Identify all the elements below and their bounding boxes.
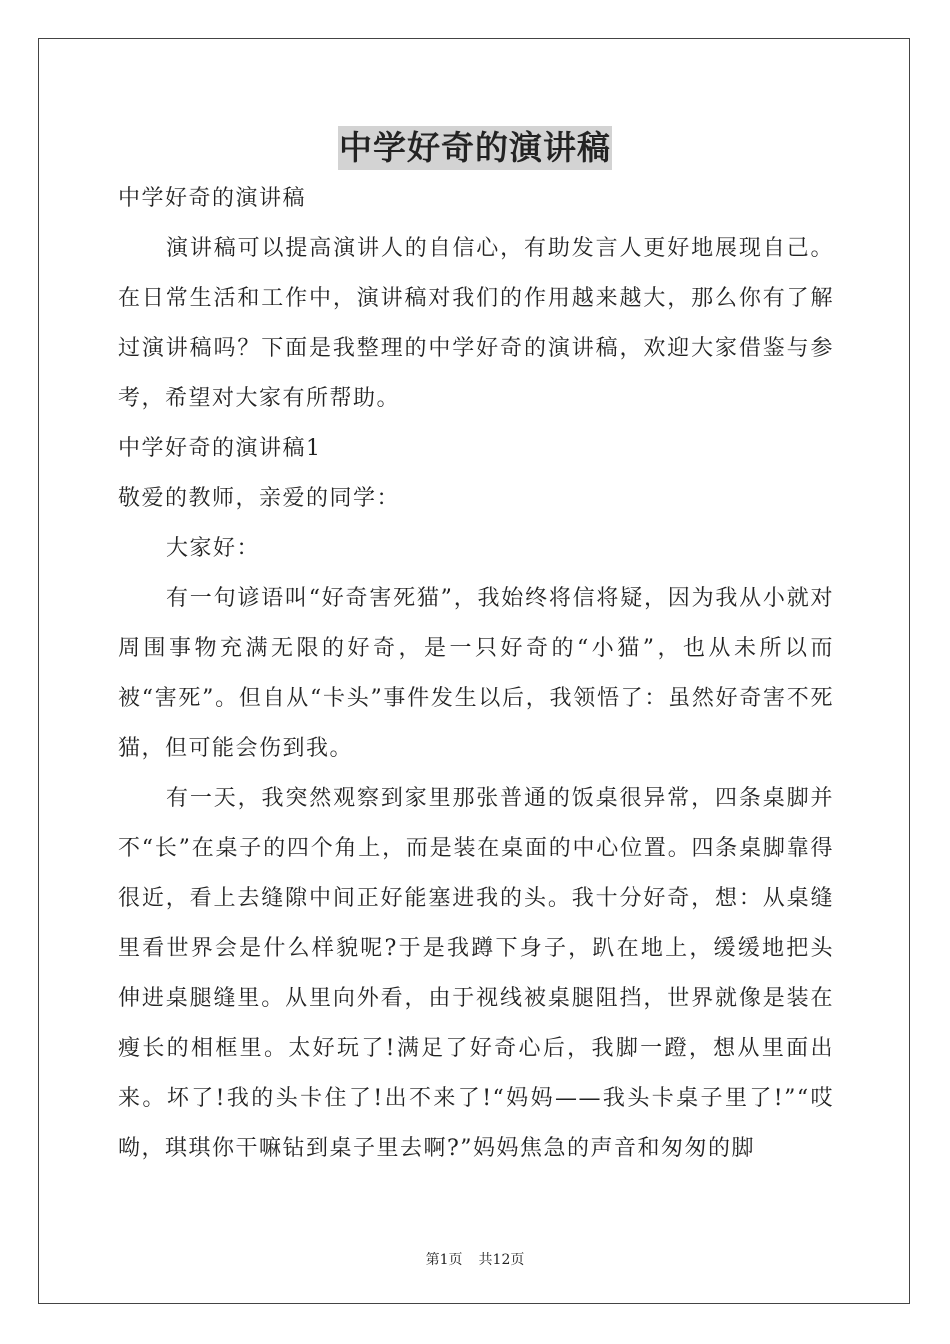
- salutation-paragraph: 敬爱的教师，亲爱的同学：: [118, 486, 401, 511]
- body-paragraph: 有一天，我突然观察到家里那张普通的饭桌很异常，四条桌脚并不“长”在桌子的四个角上，而是装在桌面的中心位置。四条桌脚靠得很近，看上去缝隙中间正好能塞进我的头。我十分好奇，想：从桌缝里看世界会是什么样貌呢?于是我蹲下身子，趴在地上，缓缓地把头伸进桌腿缝里。从里向外看，由于视线被桌腿阻挡，世界就像是装在瘦长的相框里。太好玩了!满足了好奇心后，我脚一蹬，想从里面出来。坏了!我的头卡住了!出不来了!“妈妈——我头卡桌子里了!”“哎呦，琪琪你干嘛钻到桌子里去啊?”妈妈焦急的声音和匆匆的脚: [118, 786, 834, 1161]
- document-title-container: [0, 126, 950, 170]
- intro-paragraph: 演讲稿可以提高演讲人的自信心，有助发言人更好地展现自己。在日常生活和工作中，演讲稿对我们的作用越来越大，那么你有了解过演讲稿吗？下面是我整理的中学好奇的演讲稿，欢迎大家借鉴与参考，希望对大家有所帮助。: [118, 236, 834, 411]
- document-title: 中学好奇的演讲稿: [338, 126, 612, 170]
- body-paragraph: 有一句谚语叫“好奇害死猫”，我始终将信将疑，因为我从小就对周围事物充满无限的好奇，是一只好奇的“小猫”，也从未所以而被“害死”。但自从“卡头”事件发生以后，我领悟了：虽然好奇害不死猫，但可能会伤到我。: [118, 586, 834, 761]
- page-number: 第1页: [425, 1252, 463, 1268]
- page-total: 共12页: [478, 1252, 525, 1268]
- document-body: [118, 174, 834, 1174]
- subtitle-paragraph: 中学好奇的演讲稿: [118, 186, 307, 211]
- section-heading: 中学好奇的演讲稿1: [118, 436, 322, 461]
- greeting-paragraph: 大家好：: [166, 536, 261, 561]
- page-footer: [0, 1249, 950, 1269]
